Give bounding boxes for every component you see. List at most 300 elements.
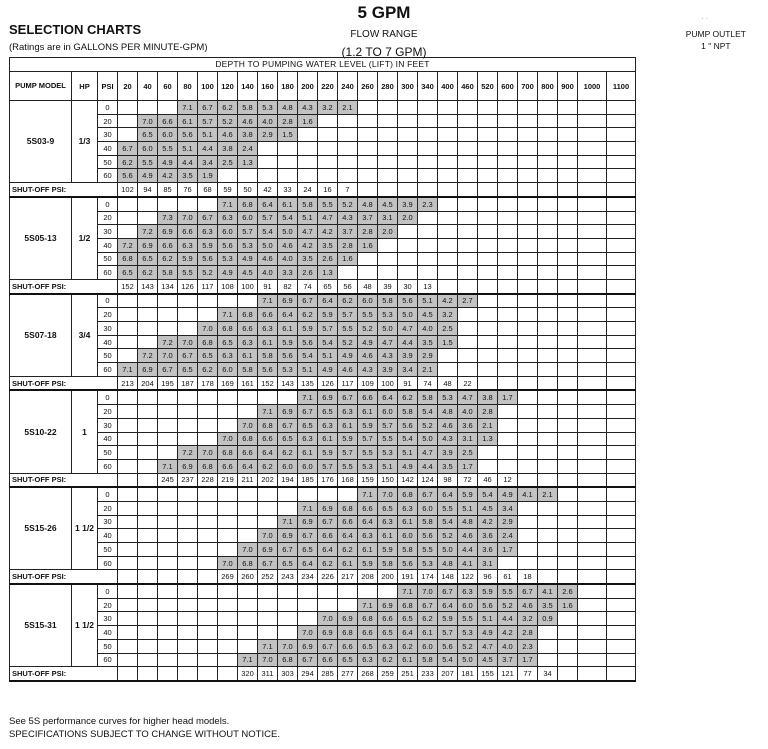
gpm-cell	[418, 266, 438, 280]
shutoff-label: SHUT-OFF PSI:	[10, 667, 118, 681]
shutoff-value	[438, 183, 458, 197]
gpm-cell: 6.7	[158, 363, 178, 377]
gpm-cell: 5.3	[458, 626, 478, 640]
table-row	[10, 349, 636, 363]
shutoff-value: 122	[458, 570, 478, 584]
gpm-cell: 3.9	[398, 197, 418, 211]
gpm-cell	[238, 294, 258, 308]
gpm-cell	[518, 543, 538, 557]
gpm-cell	[538, 639, 558, 653]
shutoff-value: 260	[238, 570, 258, 584]
gpm-cell	[438, 238, 458, 252]
gpm-cell: 5.6	[438, 639, 458, 653]
gpm-cell: 5.3	[258, 101, 278, 115]
shutoff-value: 211	[238, 473, 258, 487]
shutoff-value: 268	[358, 667, 378, 681]
gpm-cell: 5.0	[418, 432, 438, 446]
gpm-cell: 5.8	[398, 405, 418, 419]
gpm-cell: 5.5	[438, 501, 458, 515]
gpm-cell: 4.3	[298, 101, 318, 115]
gpm-cell: 3.1	[478, 556, 498, 570]
gpm-cell: 2.5	[438, 322, 458, 336]
gpm-cell	[358, 142, 378, 156]
shutoff-value: 234	[298, 570, 318, 584]
gpm-cell	[498, 446, 518, 460]
gpm-cell	[418, 142, 438, 156]
gpm-cell: 6.0	[418, 639, 438, 653]
gpm-cell	[298, 169, 318, 183]
gpm-cell	[158, 446, 178, 460]
shutoff-value: 152	[258, 376, 278, 390]
gpm-cell: 5.9	[338, 432, 358, 446]
gpm-cell: 1.6	[558, 598, 578, 612]
gpm-cell: 2.3	[418, 197, 438, 211]
shutoff-value: 251	[398, 667, 418, 681]
shutoff-value: 13	[418, 279, 438, 293]
gpm-cell: 6.9	[318, 626, 338, 640]
gpm-cell	[478, 128, 498, 142]
gpm-cell	[558, 612, 578, 626]
gpm-cell	[158, 501, 178, 515]
gpm-cell: 5.0	[438, 543, 458, 557]
depth-col-340: 340	[418, 72, 438, 101]
gpm-cell: 6.3	[358, 529, 378, 543]
gpm-cell: 6.1	[378, 529, 398, 543]
pump-hp: 1	[72, 390, 98, 473]
gpm-cell: 5.3	[278, 363, 298, 377]
gpm-cell	[158, 308, 178, 322]
gpm-cell: 5.4	[278, 211, 298, 225]
shutoff-value: 159	[358, 473, 378, 487]
gpm-cell: 7.0	[178, 211, 198, 225]
gpm-cell	[518, 515, 538, 529]
shutoff-value: 74	[418, 376, 438, 390]
gpm-cell	[378, 266, 398, 280]
gpm-cell	[607, 501, 636, 515]
gpm-cell: 6.7	[178, 349, 198, 363]
gpm-cell: 5.0	[278, 225, 298, 239]
gpm-cell	[607, 390, 636, 404]
gpm-cell	[498, 155, 518, 169]
gpm-cell	[298, 584, 318, 598]
psi-value: 50	[98, 446, 118, 460]
gpm-cell: 6.3	[338, 405, 358, 419]
gpm-cell: 3.6	[458, 418, 478, 432]
gpm-cell: 6.6	[338, 639, 358, 653]
gpm-cell	[198, 294, 218, 308]
gpm-cell: 6.7	[518, 584, 538, 598]
gpm-cell	[538, 225, 558, 239]
gpm-cell: 5.5	[378, 432, 398, 446]
shutoff-value: 59	[218, 183, 238, 197]
gpm-cell: 6.2	[118, 155, 138, 169]
gpm-cell	[538, 335, 558, 349]
gpm-cell	[478, 446, 498, 460]
gpm-cell: 6.5	[198, 349, 218, 363]
gpm-cell: 4.4	[198, 142, 218, 156]
gpm-cell	[578, 487, 607, 501]
gpm-cell: 6.6	[318, 529, 338, 543]
gpm-cell	[458, 238, 478, 252]
gpm-cell: 2.5	[218, 155, 238, 169]
gpm-cell: 6.6	[358, 501, 378, 515]
gpm-cell	[538, 322, 558, 336]
gpm-cell: 7.1	[258, 294, 278, 308]
gpm-cell	[138, 446, 158, 460]
gpm-cell: 3.5	[538, 598, 558, 612]
gpm-cell	[418, 211, 438, 225]
shutoff-value: 226	[318, 570, 338, 584]
gpm-cell: 6.7	[118, 142, 138, 156]
gpm-cell: 5.9	[318, 446, 338, 460]
gpm-cell: 6.8	[118, 252, 138, 266]
gpm-cell: 6.9	[378, 598, 398, 612]
gpm-cell: 6.2	[138, 266, 158, 280]
gpm-cell: 6.2	[418, 612, 438, 626]
gpm-cell	[318, 114, 338, 128]
gpm-cell: 5.7	[338, 308, 358, 322]
gpm-cell	[158, 322, 178, 336]
gpm-cell	[538, 197, 558, 211]
psi-value: 20	[98, 405, 118, 419]
gpm-cell	[318, 142, 338, 156]
gpm-cell: 4.6	[458, 529, 478, 543]
gpm-cell: 6.5	[298, 543, 318, 557]
footer-note: See 5S performance curves for higher head models.	[9, 716, 230, 727]
gpm-cell	[118, 501, 138, 515]
gpm-cell: 5.9	[458, 487, 478, 501]
psi-value: 0	[98, 197, 118, 211]
gpm-cell: 5.7	[238, 225, 258, 239]
gpm-cell	[438, 211, 458, 225]
gpm-cell: 7.1	[178, 101, 198, 115]
gpm-cell	[538, 238, 558, 252]
gpm-cell: 5.0	[398, 308, 418, 322]
gpm-cell: 5.8	[298, 197, 318, 211]
gpm-cell	[458, 114, 478, 128]
gpm-cell	[607, 639, 636, 653]
gpm-cell: 6.4	[298, 556, 318, 570]
gpm-cell: 2.1	[538, 487, 558, 501]
shutoff-value	[558, 183, 578, 197]
gpm-cell	[258, 169, 278, 183]
header-center	[0, 3, 768, 59]
gpm-cell	[238, 501, 258, 515]
gpm-cell	[438, 128, 458, 142]
gpm-cell	[278, 390, 298, 404]
gpm-cell	[118, 626, 138, 640]
gpm-cell	[118, 515, 138, 529]
gpm-cell: 7.1	[218, 197, 238, 211]
gpm-cell: 5.4	[418, 405, 438, 419]
gpm-cell	[318, 487, 338, 501]
gpm-cell	[438, 155, 458, 169]
gpm-cell: 7.0	[418, 584, 438, 598]
gpm-cell: 6.3	[378, 639, 398, 653]
pump-model: 5S10-22	[10, 390, 72, 473]
gpm-cell	[138, 543, 158, 557]
gpm-cell: 6.9	[138, 363, 158, 377]
gpm-cell	[358, 169, 378, 183]
gpm-cell	[458, 266, 478, 280]
gpm-cell	[138, 612, 158, 626]
shutoff-value: 233	[418, 667, 438, 681]
gpm-cell: 6.5	[278, 556, 298, 570]
gpm-cell: 6.7	[198, 101, 218, 115]
gpm-cell	[258, 626, 278, 640]
gpm-cell	[178, 626, 198, 640]
depth-col-20: 20	[118, 72, 138, 101]
psi-value: 30	[98, 612, 118, 626]
depth-col-220: 220	[318, 72, 338, 101]
shutoff-value	[118, 667, 138, 681]
gpm-cell	[198, 556, 218, 570]
shutoff-value	[218, 667, 238, 681]
shutoff-value: 303	[278, 667, 298, 681]
gpm-cell	[158, 432, 178, 446]
shutoff-label: SHUT-OFF PSI:	[10, 473, 118, 487]
gpm-cell	[158, 556, 178, 570]
gpm-cell: 5.6	[118, 169, 138, 183]
gpm-cell	[258, 487, 278, 501]
gpm-cell: 7.0	[278, 639, 298, 653]
gpm-cell	[578, 515, 607, 529]
flow-range-label: FLOW RANGE	[350, 29, 418, 40]
gpm-cell	[478, 225, 498, 239]
gpm-cell	[298, 598, 318, 612]
gpm-cell	[458, 335, 478, 349]
gpm-cell: 1.9	[198, 169, 218, 183]
gpm-cell	[358, 155, 378, 169]
gpm-cell: 6.0	[418, 501, 438, 515]
gpm-cell	[178, 529, 198, 543]
gpm-cell	[438, 225, 458, 239]
gpm-cell	[218, 612, 238, 626]
gpm-cell	[238, 169, 258, 183]
gpm-cell: 7.0	[378, 487, 398, 501]
gpm-cell: 2.8	[478, 405, 498, 419]
gpm-cell	[478, 322, 498, 336]
gpm-cell	[458, 322, 478, 336]
table-row	[10, 252, 636, 266]
gpm-cell: 5.3	[358, 459, 378, 473]
gpm-cell: 6.3	[218, 349, 238, 363]
shutoff-value: 68	[198, 183, 218, 197]
page-title: 5 GPM	[357, 3, 411, 22]
gpm-cell	[607, 405, 636, 419]
gpm-cell	[558, 155, 578, 169]
gpm-cell	[118, 349, 138, 363]
gpm-cell: 2.1	[338, 101, 358, 115]
gpm-cell: 5.8	[378, 556, 398, 570]
gpm-cell: 6.0	[458, 598, 478, 612]
shutoff-value: 237	[178, 473, 198, 487]
gpm-cell: 5.8	[258, 349, 278, 363]
gpm-cell: 5.1	[298, 363, 318, 377]
table-row	[10, 211, 636, 225]
shutoff-value: 46	[478, 473, 498, 487]
gpm-cell	[378, 114, 398, 128]
gpm-cell: 6.6	[358, 390, 378, 404]
gpm-cell	[578, 238, 607, 252]
shutoff-value	[538, 570, 558, 584]
gpm-cell: 5.5	[318, 197, 338, 211]
gpm-cell	[418, 238, 438, 252]
gpm-cell: 5.4	[258, 225, 278, 239]
shutoff-value	[498, 279, 518, 293]
gpm-cell	[378, 101, 398, 115]
gpm-cell: 7.1	[358, 487, 378, 501]
gpm-cell: 4.2	[438, 294, 458, 308]
gpm-cell	[138, 556, 158, 570]
gpm-cell	[498, 363, 518, 377]
gpm-cell	[578, 418, 607, 432]
gpm-cell: 6.4	[358, 515, 378, 529]
gpm-cell: 4.8	[278, 101, 298, 115]
gpm-cell: 4.4	[498, 612, 518, 626]
gpm-cell	[278, 487, 298, 501]
gpm-cell	[607, 114, 636, 128]
gpm-cell	[138, 626, 158, 640]
gpm-cell	[158, 101, 178, 115]
gpm-cell: 5.2	[498, 598, 518, 612]
gpm-cell	[578, 349, 607, 363]
psi-value: 50	[98, 252, 118, 266]
psi-value: 0	[98, 487, 118, 501]
gpm-cell: 2.9	[498, 515, 518, 529]
gpm-cell: 6.8	[238, 197, 258, 211]
gpm-cell: 1.6	[338, 252, 358, 266]
gpm-cell	[607, 155, 636, 169]
gpm-cell	[518, 225, 538, 239]
shutoff-value	[578, 279, 607, 293]
shutoff-value	[538, 473, 558, 487]
gpm-cell: 6.5	[358, 639, 378, 653]
table-row	[10, 598, 636, 612]
gpm-cell: 6.0	[138, 142, 158, 156]
gpm-cell: 3.1	[458, 432, 478, 446]
shutoff-value	[578, 667, 607, 681]
gpm-cell: 6.5	[118, 266, 138, 280]
gpm-cell	[578, 612, 607, 626]
shutoff-value	[607, 570, 636, 584]
shutoff-value: 77	[518, 667, 538, 681]
psi-value: 30	[98, 322, 118, 336]
gpm-cell	[418, 169, 438, 183]
shutoff-value: 320	[238, 667, 258, 681]
gpm-cell: 3.4	[498, 501, 518, 515]
gpm-cell	[578, 155, 607, 169]
table-row	[10, 225, 636, 239]
shutoff-value	[138, 570, 158, 584]
depth-col-240: 240	[338, 72, 358, 101]
shutoff-value: 213	[118, 376, 138, 390]
gpm-cell	[498, 418, 518, 432]
gpm-cell: 6.7	[438, 584, 458, 598]
gpm-cell	[578, 114, 607, 128]
gpm-cell	[558, 390, 578, 404]
gpm-cell	[538, 405, 558, 419]
table-row	[10, 101, 636, 115]
gpm-cell: 7.0	[258, 653, 278, 667]
gpm-cell	[178, 418, 198, 432]
gpm-cell	[138, 390, 158, 404]
gpm-cell: 3.1	[378, 211, 398, 225]
gpm-cell	[198, 501, 218, 515]
gpm-cell: 2.8	[278, 114, 298, 128]
shutoff-value: 117	[198, 279, 218, 293]
gpm-cell	[607, 584, 636, 598]
gpm-cell	[198, 390, 218, 404]
gpm-cell: 6.2	[298, 308, 318, 322]
gpm-cell	[538, 515, 558, 529]
shutoff-value: 39	[378, 279, 398, 293]
gpm-cell: 6.8	[198, 335, 218, 349]
shutoff-value	[198, 667, 218, 681]
gpm-cell	[558, 322, 578, 336]
shutoff-value	[607, 376, 636, 390]
psi-value: 20	[98, 598, 118, 612]
table-row	[10, 155, 636, 169]
gpm-cell	[278, 501, 298, 515]
shutoff-value: 259	[378, 667, 398, 681]
gpm-cell	[538, 363, 558, 377]
gpm-cell: 4.5	[418, 308, 438, 322]
gpm-cell: 3.5	[438, 459, 458, 473]
gpm-cell	[538, 432, 558, 446]
gpm-cell: 5.9	[438, 612, 458, 626]
gpm-cell	[398, 252, 418, 266]
gpm-cell	[518, 432, 538, 446]
gpm-cell: 6.8	[238, 308, 258, 322]
gpm-cell	[558, 142, 578, 156]
gpm-cell	[158, 487, 178, 501]
shutoff-value	[138, 473, 158, 487]
gpm-cell: 5.3	[418, 556, 438, 570]
gpm-cell: 5.8	[418, 653, 438, 667]
gpm-cell: 5.6	[218, 238, 238, 252]
psi-value: 0	[98, 101, 118, 115]
gpm-cell: 5.8	[418, 390, 438, 404]
gpm-cell: 4.0	[418, 322, 438, 336]
gpm-cell: 6.7	[298, 653, 318, 667]
shutoff-value	[558, 376, 578, 390]
gpm-cell: 5.7	[318, 322, 338, 336]
shutoff-value: 181	[458, 667, 478, 681]
shutoff-value: 124	[418, 473, 438, 487]
gpm-cell: 1.7	[498, 390, 518, 404]
gpm-cell	[538, 459, 558, 473]
gpm-cell: 1.7	[498, 543, 518, 557]
gpm-cell: 7.1	[218, 308, 238, 322]
psi-value: 20	[98, 308, 118, 322]
gpm-cell: 2.4	[498, 529, 518, 543]
gpm-cell: 2.9	[418, 349, 438, 363]
gpm-cell: 7.1	[258, 639, 278, 653]
gpm-cell	[338, 155, 358, 169]
gpm-cell	[178, 390, 198, 404]
gpm-cell: 4.4	[458, 543, 478, 557]
gpm-cell	[138, 101, 158, 115]
gpm-cell	[378, 584, 398, 598]
gpm-cell: 7.0	[218, 432, 238, 446]
footer-disclaimer: SPECIFICATIONS SUBJECT TO CHANGE WITHOUT NOTICE.	[9, 729, 280, 740]
gpm-cell	[158, 515, 178, 529]
gpm-cell: 4.6	[338, 363, 358, 377]
gpm-cell: 4.7	[398, 322, 418, 336]
gpm-cell: 2.8	[518, 626, 538, 640]
gpm-cell: 4.4	[398, 335, 418, 349]
